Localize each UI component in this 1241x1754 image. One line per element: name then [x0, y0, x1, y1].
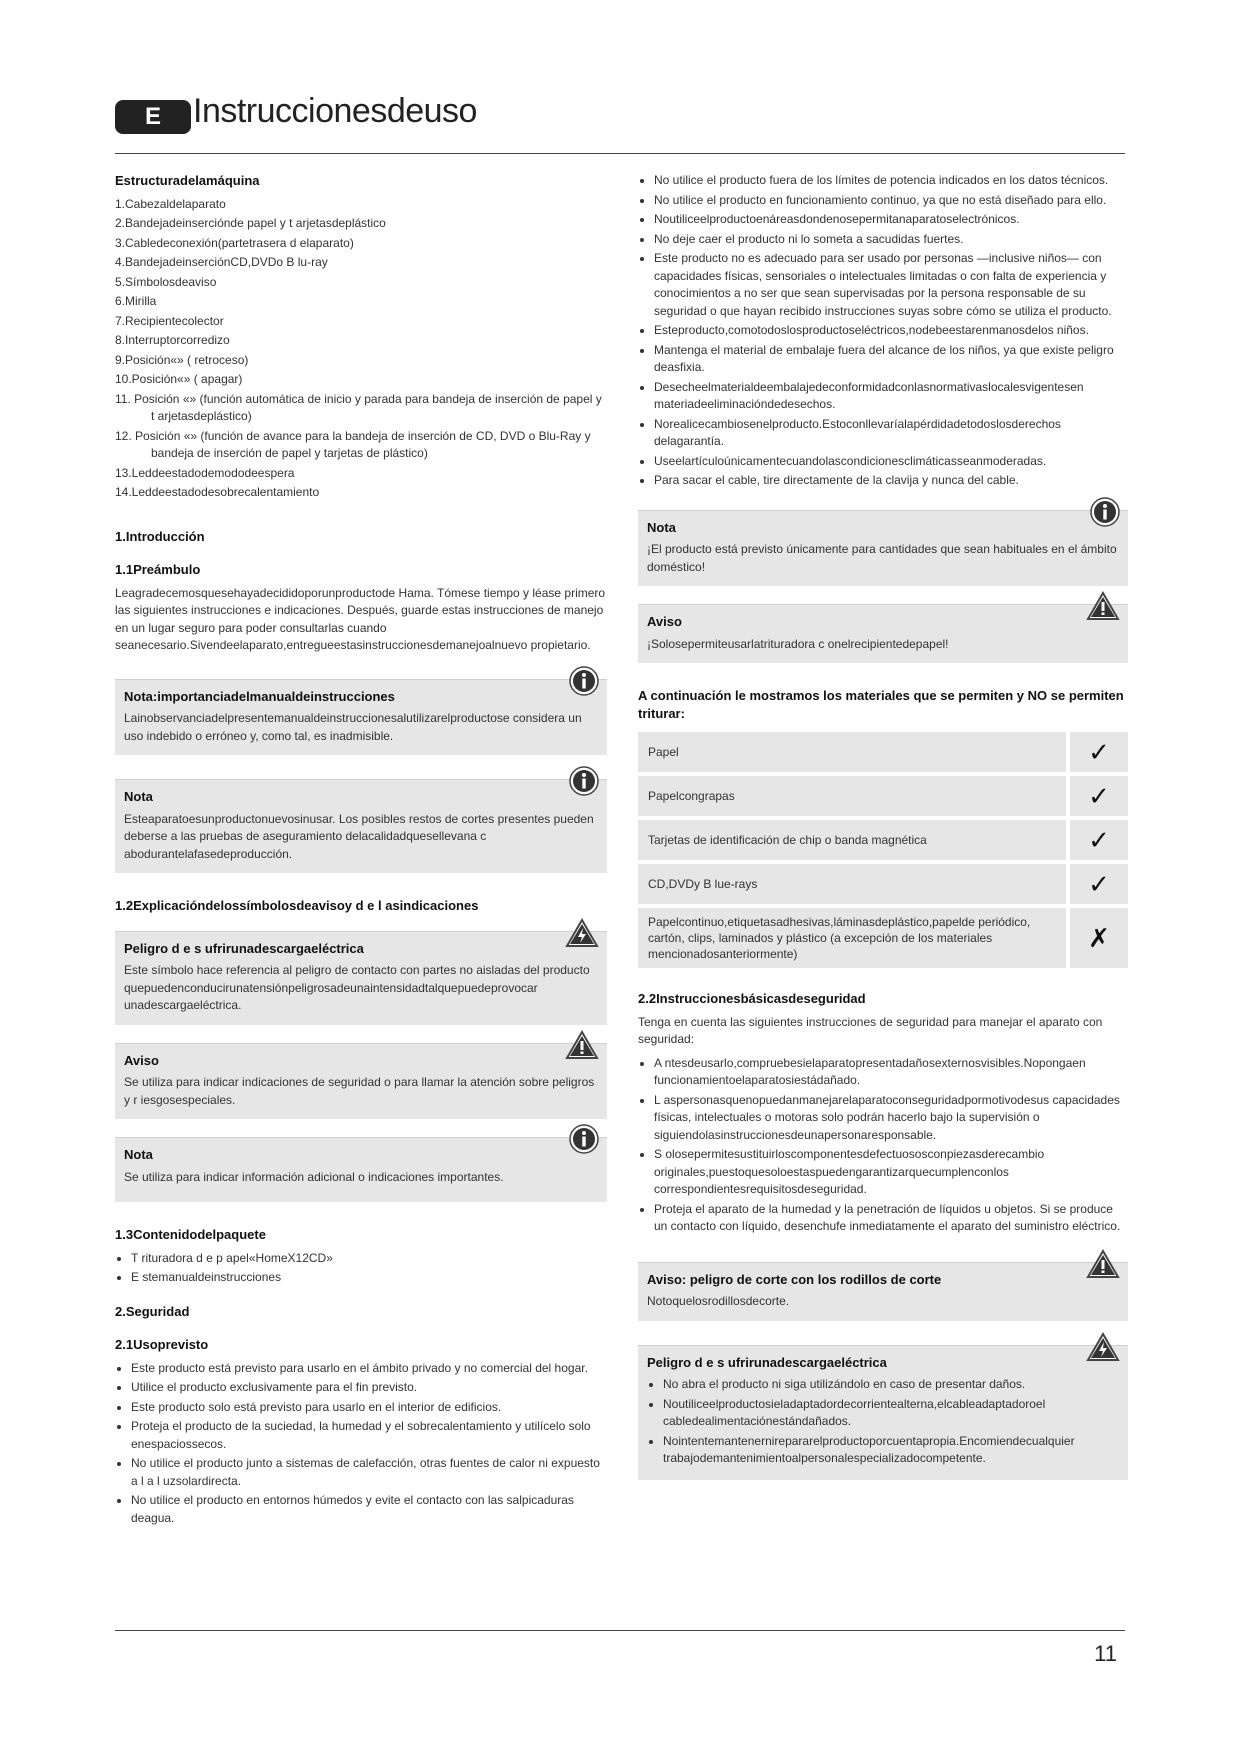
material-mark: ✓ — [1066, 820, 1128, 860]
preamble-heading: 1.1Preámbulo — [115, 562, 201, 577]
note-box-manual — [115, 679, 607, 756]
left-column — [115, 172, 607, 1529]
list-item: 13.Leddeestadodemododeespera — [115, 465, 295, 480]
box-title: Aviso: peligro de corte con los rodillos de corte — [647, 1271, 942, 1287]
info-icon — [569, 1124, 599, 1160]
list-item: 6.Mirilla — [115, 294, 157, 308]
box-title: Peligro d e s ufrirunadescargaeléctrica — [647, 1354, 887, 1370]
basic-safety-intro: Tenga en cuenta las siguientes instrucciones de seguridad para manejar el aparato con seguridad: — [638, 1014, 1103, 1046]
list-item: 2.Bandejadeinserciónde papel y t arjetasdeplástico — [115, 216, 386, 230]
box-title: Aviso — [647, 614, 682, 629]
list-item: • No deje caer el producto ni lo someta a sacudidas fuertes. — [654, 231, 1128, 249]
material-mark: ✓ — [1066, 732, 1128, 772]
list-item: • Norealicecambiosenelproducto.Estoconllevaríalapérdidadetodoslosderechos delagarantía. — [654, 416, 1128, 451]
box-title: Aviso — [124, 1052, 159, 1068]
list-item: • Mantenga el material de embalaje fuera del alcance de los niños, ya que existe peligro deasfixia. — [654, 342, 1128, 377]
material-name: Tarjetas de identificación de chip o banda magnética — [638, 820, 1066, 860]
list-item: 4.BandejadeinserciónCD,DVDo B lu-ray — [115, 255, 328, 269]
table-row — [638, 908, 1128, 968]
info-icon — [1090, 497, 1120, 533]
warning-icon — [1086, 1249, 1120, 1285]
list-item: • Nointentemantenernirepararelproductoporcuentapropia.Encomiendecualquier trabajodemantenimientoalpersonalespecializadocompetente. — [663, 1433, 1119, 1468]
contents-heading: 1.3Contenidodelpaquete — [115, 1227, 266, 1242]
note-box-new-product — [115, 779, 607, 873]
material-mark: ✓ — [1066, 776, 1128, 816]
electric-warning-icon — [565, 918, 599, 954]
box-title: Nota — [124, 1147, 153, 1162]
list-item: 9.Posición«» ( retroceso) — [115, 352, 249, 367]
list-item: 10.Posición«» ( apagar) — [115, 372, 243, 386]
material-mark: ✓ — [1066, 864, 1128, 904]
box-title: Peligro d e s ufrirunadescargaeléctrica — [124, 940, 364, 956]
list-item: • No utilice el producto junto a sistemas de calefacción, otras fuentes de calor ni expuesto a l a l uzsolardirecta. — [131, 1455, 607, 1490]
language-badge: E — [115, 100, 191, 134]
warning-box — [115, 1043, 607, 1120]
list-item: 11. Posición «» (función automática de inicio y parada para bandeja de inserción de papel y t arjetasdeplástico) — [115, 391, 602, 423]
table-row — [638, 820, 1128, 860]
materials-table — [638, 728, 1128, 972]
structure-list — [115, 196, 607, 502]
list-item: • Este producto no es adecuado para ser usado por personas —inclusive niños— con capacidades físicas, sensoriales o intelectuales limitadas o con falta de experiencia y conocimientos a no ser que sean supervisadas por la persona responsable de su seguridad o que hayan recibido instrucciones suyas sobre cómo se utiliza el producto. — [654, 250, 1128, 320]
list-item: • Proteja el aparato de la humedad y la penetración de líquidos u objetos. Si se produce un contacto con líquido, desenchufe inmediatamente el aparato del suministro eléctrico. — [654, 1201, 1128, 1236]
box-title: Nota — [124, 789, 153, 804]
material-mark: ✗ — [1066, 908, 1128, 968]
list-item: • A ntesdeusarlo,compruebesielaparatopresentadañosexternosvisibles.Nopongaen funcionamientoelaparatosiestádañado. — [654, 1055, 1128, 1090]
list-item: 3.Cabledeconexión(partetrasera d elaparato) — [115, 235, 354, 250]
symbols-heading: 1.2Explicacióndelossímbolosdeavisoy d e l asindicaciones — [115, 898, 479, 913]
info-icon — [569, 766, 599, 802]
warning-box-rollers — [638, 1262, 1128, 1321]
table-row — [638, 776, 1128, 816]
intended-use-heading: 2.1Usoprevisto — [115, 1337, 209, 1352]
material-name: Papelcongrapas — [638, 776, 1066, 816]
list-item: • Proteja el producto de la suciedad, la humedad y el sobrecalentamiento y utilícelo solo enespaciossecos. — [131, 1418, 607, 1453]
list-item: • No utilice el producto fuera de los límites de potencia indicados en los datos técnicos. — [654, 172, 1128, 190]
list-item: • Noutiliceelproductoenáreasdondenosepermitanaparatoselectrónicos. — [654, 211, 1128, 229]
list-item: • S olosepermitesustituirloscomponentesdefectuososconpiezasderecambio originales,puestoquesoloestaspuedengarantizarquecumplenconlos correspondientesrequisitosdeseguridad. — [654, 1146, 1128, 1199]
electric-warning-icon — [1086, 1332, 1120, 1368]
intended-use-list — [115, 1360, 607, 1528]
basic-safety-list — [638, 1055, 1128, 1236]
list-item: • Useelartículoúnicamentecuandolascondicionesclimáticasseanmoderadas. — [654, 453, 1128, 471]
safety-heading: 2.Seguridad — [115, 1303, 190, 1319]
box-text: Esteaparatoesunproductonuevosinusar. Los posibles restos de cortes presentes pueden deberse a las pruebas de aseguramiento delacalidadquesellevana c abodurantelafasedeproducción. — [124, 811, 594, 861]
list-item: • Para sacar el cable, tire directamente de la clavija y nunca del cable. — [654, 472, 1128, 490]
danger-box-electric-2 — [638, 1345, 1128, 1480]
safety-list-continued — [638, 172, 1128, 490]
list-item: • Noutiliceelproductosieladaptadordecorrientealterna,elcableadaptadoroel cabledealimentaciónestándañados. — [663, 1396, 1119, 1431]
box-title: Nota — [647, 519, 676, 535]
list-item: • Este producto está previsto para usarlo en el ámbito privado y no comercial del hogar. — [131, 1360, 607, 1378]
list-item: • Utilice el producto exclusivamente para el fin previsto. — [131, 1379, 607, 1397]
warning-icon — [1086, 591, 1120, 627]
box-text: Notoquelosrodillosdecorte. — [647, 1294, 790, 1308]
box-text: Este símbolo hace referencia al peligro de contacto con partes no aisladas del producto quepuedenconducirunatensiónpeligrosadeunaintensidadtalquepuedeprovocar unadescargaeléctrica. — [124, 963, 590, 1012]
right-column — [638, 172, 1128, 1480]
list-item: • No utilice el producto en entornos húmedos y evite el contacto con las salpicaduras deagua. — [131, 1492, 607, 1527]
header-rule — [115, 153, 1125, 154]
box-text: ¡El producto está previsto únicamente para cantidades que sean habituales en el ámbito doméstico! — [647, 542, 1117, 574]
materials-heading: A continuación le mostramos los materiales que se permiten y NO se permiten triturar: — [638, 688, 1124, 721]
list-item: • Desecheelmaterialdeembalajedeconformidadconlasnormativaslocalesvigentesen materiadeeliminacióndedesechos. — [654, 379, 1128, 414]
box-text: ¡Solosepermiteusarlatrituradora c onelrecipientedepapel! — [647, 636, 949, 651]
note-box-domestic — [638, 510, 1128, 587]
material-name: Papel — [638, 732, 1066, 772]
page-number: 11 — [1094, 1641, 1117, 1666]
list-item: • No utilice el producto en funcionamiento continuo, ya que no está diseñado para ello. — [654, 192, 1128, 210]
box-text: Se utiliza para indicar indicaciones de seguridad o para llamar la atención sobre peligros y r iesgosespeciales. — [124, 1075, 595, 1107]
list-item: 1.Cabezaldelaparato — [115, 196, 226, 211]
list-item: 12. Posición «» (función de avance para la bandeja de inserción de CD, DVD o Blu-Ray y bandeja de inserción de papel y tarjetas de plástico) — [115, 428, 591, 460]
intro-heading: 1.Introducción — [115, 528, 205, 544]
list-item: • L aspersonasquenopuedanmanejarelaparatoconseguridadpormotivodesus capacidades físicas, intelectuales o motoras solo podrán hacerlo bajo la supervisión o siguiendolasinstruccionesdeunapersonaresponsable. — [654, 1092, 1128, 1145]
list-item: 7.Recipientecolector — [115, 313, 224, 328]
list-item: • T rituradora d e p apel«HomeX12CD» — [131, 1250, 607, 1268]
list-item: 5.Símbolosdeaviso — [115, 274, 217, 289]
warning-box-container — [638, 604, 1128, 663]
structure-heading: Estructuradelamáquina — [115, 173, 260, 188]
list-item: 8.Interruptorcorredizo — [115, 333, 230, 347]
list-item: 14.Leddeestadodesobrecalentamiento — [115, 485, 320, 499]
footer-rule — [115, 1630, 1125, 1631]
basic-safety-heading: 2.2Instruccionesbásicasdeseguridad — [638, 991, 866, 1006]
danger-box-electric — [115, 931, 607, 1025]
box-text: Lainobservanciadelpresentemanualdeinstruccionesalutilizarelproductose considera un uso indebido o erróneo y, como tal, es inadmisible. — [124, 711, 582, 743]
list-item: • Esteproducto,comotodoslosproductoseléctricos,nodebeestarenmanosdelos niños. — [654, 322, 1128, 340]
page-title: Instruccionesdeuso — [193, 92, 477, 130]
warning-icon — [565, 1030, 599, 1066]
preamble-text: Leagradecemosquesehayadecididoporunproductode Hama. Tómese tiempo y léase primero las siguientes instrucciones e indicaciones. Después, guarde estas instrucciones de manejo en un lugar seguro para poder consultarlas cuando seanecesario.Sivendeelaparato,entregueestasinstruccionesdemanejoalnuevo propietario. — [115, 585, 606, 652]
box-list — [647, 1376, 1119, 1468]
box-title: Nota:importanciadelmanualdeinstrucciones — [124, 688, 395, 704]
list-item: • E stemanualdeinstrucciones — [131, 1269, 607, 1287]
material-name: Papelcontinuo,etiquetasadhesivas,láminasdeplástico,papelde periódico, cartón, clips, laminados y plástico (a excepción de los materiales mencionadosanteriormente) — [638, 908, 1066, 968]
table-row — [638, 732, 1128, 772]
info-icon — [569, 666, 599, 702]
list-item: • No abra el producto ni siga utilizándolo en caso de presentar daños. — [663, 1376, 1119, 1394]
table-row — [638, 864, 1128, 904]
box-text: Se utiliza para indicar información adicional o indicaciones importantes. — [124, 1169, 504, 1184]
list-item: • Este producto solo está previsto para usarlo en el interior de edificios. — [131, 1399, 607, 1417]
page-header — [115, 92, 1125, 156]
material-name: CD,DVDy B lue-rays — [638, 864, 1066, 904]
contents-list — [115, 1250, 607, 1287]
note-box-info — [115, 1137, 607, 1202]
